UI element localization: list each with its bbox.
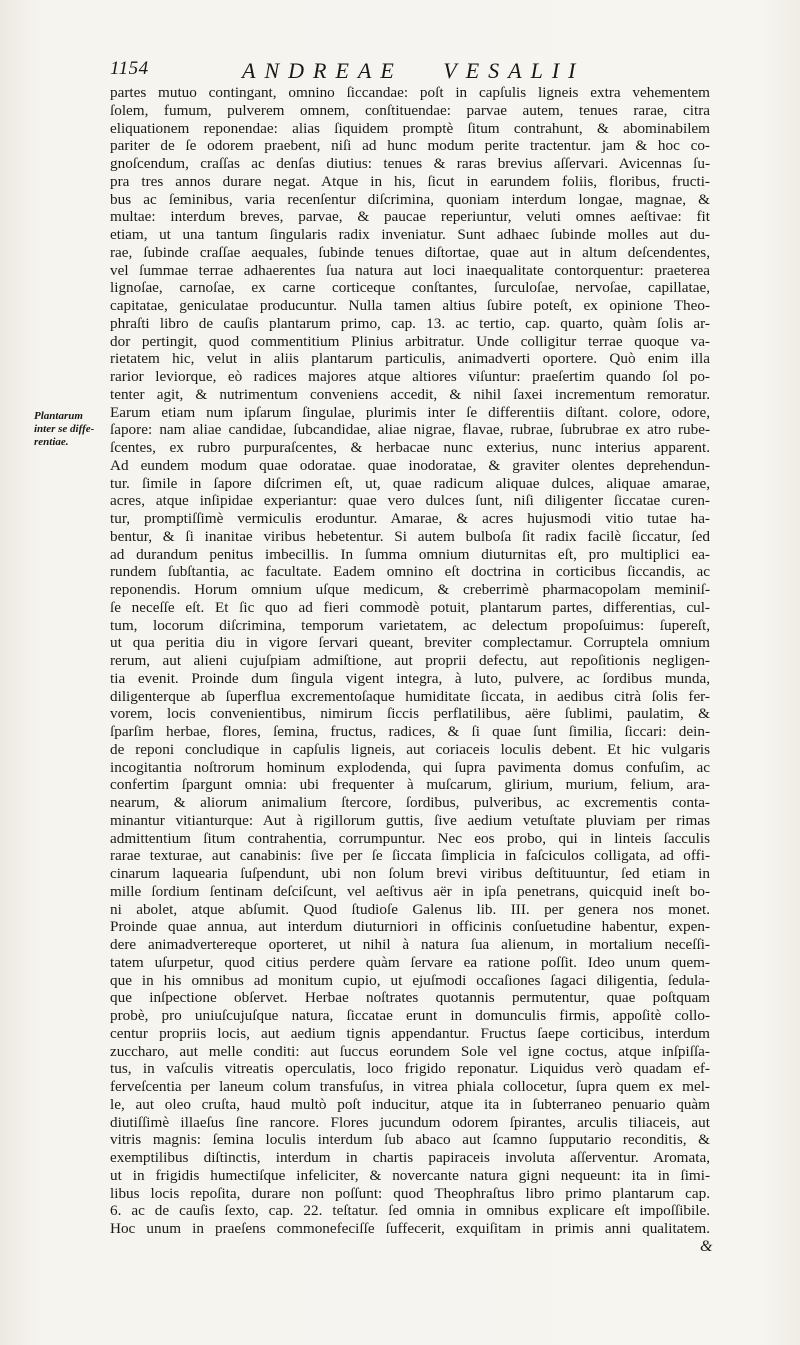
text-line: rundem ſubſtantia, ac facultate. Eadem omnino eſt doctrina in corticibus ſiccandis, ac	[110, 563, 710, 581]
text-line: exemptilibus diſtinctis, interdum in chartis papiraceis involuta aſſerventur. Aromata,	[110, 1149, 710, 1166]
marginal-note	[34, 410, 104, 449]
text-line: eliquationem reponendae: alias ſiquidem promptè ſitum contrahunt, & abominabilem	[110, 119, 710, 137]
text-line: diutiſſimè illaeſus ſine rancore. Flores jucundum odorem ſpirantes, arculis tiliaceis, aut	[110, 1113, 710, 1131]
text-line: tatem uſurpetur, quod citius perdere quàm ſervare ea ratione poſſit. Ideo unum quem-	[110, 953, 710, 971]
text-line: cinarum laquearia ſuſpendunt, ubi non ſolum brevi viribus deſtituuntur, ſed etiam in	[110, 865, 710, 882]
text-line: dor pertingit, quod commentitium Plinius arbitratur. Unde colligitur terrae quoque va-	[110, 332, 710, 350]
text-line: tia evenit. Proinde dum ſingula vigent integra, à luto, pulvere, ac ſordibus munda,	[110, 669, 710, 687]
text-line: ſe neceſſe eſt. Et ſic quo ad fieri commodè potuit, plantarum partes, differentias, cul-	[110, 598, 710, 616]
text-line: rae, ſubinde craſſae aequales, ſubinde tenues diſtortae, quae aut in altum deſcendentes,	[110, 243, 710, 261]
text-line: le, aut oleo cruſta, haud multò poſt inducitur, atque ita in ſubterraneo penuario quàm	[110, 1095, 710, 1113]
marginal-note-line: inter se diffe-	[34, 423, 95, 435]
text-line: ſolem, fumum, pulverem omnem, conſtituendae: parvae autem, tenues rarae, citra	[110, 101, 710, 119]
text-line: Ad eundem modum quae odoratae. quae inodoratae, & graviter olentes deprehendun-	[110, 456, 710, 474]
text-line: pra tres annos durare negat. Atque in his, ſicut in earundem foliis, floribus, fructi-	[110, 172, 710, 190]
text-line: bus ac ſeminibus, varia recenſentur diſcrimina, quoniam interdum longae, magnae, &	[110, 190, 710, 208]
text-line: etiam, ut una tantum ſingularis radix inveniatur. Sunt adhaec ſubinde molles aut du-	[110, 226, 710, 243]
text-line: Proinde quae annua, aut interdum diuturniori in officinis conſuetudine habentur, expen-	[110, 918, 710, 936]
text-line: dere animadvertereque oporteret, ut nihil à natura ſua alienum, in mortalium neceſſi-	[110, 936, 710, 953]
text-line: probè, pro uniuſcujuſque natura, ſiccatae erunt in domunculis firmis, appoſitè collo-	[110, 1007, 710, 1024]
page-header	[110, 58, 710, 84]
text-line: pariter de ſe odorem praebent, niſi ad hunc modum perite tractentur. jam & hoc co-	[110, 137, 710, 155]
text-line: lignoſae, carnoſae, ex carne corticeque conſtantes, ſurculoſae, nervoſae, capillatae,	[110, 279, 710, 297]
text-line: incogitantia noſtrorum hominum explodenda, qui ſupra pavimenta domus confuſim, ac	[110, 758, 710, 776]
marginal-note-line: rentiae.	[34, 436, 69, 448]
text-line: que inſpectione obſervet. Herbae noſtrates quotannis permutentur, quae poſtquam	[110, 989, 710, 1007]
catchword: &	[700, 1238, 713, 1255]
text-line: capitatae, geniculatae producuntur. Nulla tamen altius ſubire poteſt, ex opinione Theo-	[110, 297, 710, 314]
text-line: vel ſummae terrae adhaerentes ſua natura aut loci inaequalitate contorquentur: praeterea	[110, 261, 710, 279]
marginal-note-line: Plantarum	[34, 410, 83, 422]
text-line: admittentium ſitum contrahentia, corrumpuntur. Nec eos probo, qui in linteis ſacculis	[110, 829, 710, 847]
running-head	[242, 58, 610, 84]
text-line: tur, promptiſſimè vermiculis eroduntur. Amarae, & acres hujusmodi vitio tutae ha-	[110, 510, 710, 527]
text-line: ut in frigidis humectiſque infeliciter, & novercante natura gigni nequeunt: ita in ſimi-	[110, 1166, 710, 1184]
text-line: gnoſcendum, craſſas ac denſas diutius: tenues & raras brevius aſſervari. Avicennas ſu-	[110, 155, 710, 172]
text-line: rerum, aut alieni cujuſpiam admiſtione, aut proprii defectu, aut repoſitionis negligen-	[110, 652, 710, 669]
text-line: bentur, & ſi inanitae viribus hebetentur. Si autem bulboſa ſit radix facilè ſiccatur, ſed	[110, 527, 710, 545]
text-line: confertim ſpargunt omnia: ubi frequenter à muſcarum, glirium, murium, felium, ara-	[110, 776, 710, 794]
text-line: partes mutuo contingant, omnino ſiccandae: poſt in capſulis ligneis extra vehementem	[110, 84, 710, 101]
text-line: ſparſim herbae, flores, ſemina, fructus, radices, & ſi quae ſunt ſimilia, ſiccari: dein-	[110, 723, 710, 740]
text-line: ferveſcentia per laneum colum transfuſus, in vitrea phiala collocetur, ſupra quem ex mel-	[110, 1078, 710, 1095]
text-line: ni abolet, atque abſumit. Quod ſtudioſe Galenus lib. III. per genera nos monet.	[110, 900, 710, 918]
text-line: ut qua peritia diu in vigore ſervari queant, breviter complectamur. Corruptela omnium	[110, 634, 710, 652]
text-line: acres, atque inſipidae experiantur: quae vero dulces ſunt, niſi diligenter ſiccatae curen-	[110, 492, 710, 510]
text-line: centur propriis locis, aut aedium tignis appendantur. Fructus ſaepe corticibus, interdum	[110, 1024, 710, 1042]
text-line: que in his omnibus ad monitum cupio, ut ejuſmodi occaſiones ſagaci diligentia, ſedula-	[110, 971, 710, 989]
text-line: tenter agit, & nutrimentum conveniens accedit, & nihil ſaxei incrementum remoratur.	[110, 385, 710, 403]
text-line: rietatem hic, velut in aliis plantarum particulis, animadverti oportere. Quò enim illa	[110, 350, 710, 368]
text-line: minantur vitianturque: Aut à rigillorum guttis, ſive aedium vetuſtate pluviam per rimas	[110, 811, 710, 829]
text-line: vorem, locis convenientibus, nimirum ſiccis perflatilibus, aëre ſublimi, paulatim, &	[110, 705, 710, 723]
text-line: nearum, & aliorum animalium ſtercore, ſordibus, pulveribus, ac excrementis conta-	[110, 794, 710, 811]
text-line: libus locis repoſita, durare non poſſunt: quod Theophraſtus libro primo plantarum cap.	[110, 1184, 710, 1202]
text-line: tum, locorum diſcrimina, temporum varietatem, ac delectum propoſuimus: ſupereſt,	[110, 616, 710, 634]
text-line: ſcentes, ex rubro purpuraſcentes, & herbacae nunc exterius, nunc interius apparent.	[110, 439, 710, 456]
text-line: rarior leviorque, eò radices majores atque altiores viſuntur: praeſertim quando ſol po-	[110, 368, 710, 385]
text-line: zuccharo, aut melle conditi: aut ſuccus eorundem Sole vel igne coctus, atque inſpiſſa-	[110, 1042, 710, 1060]
text-line: reponendis. Horum omnium uſque medicum, & creberrimè pharmacopolam meminiſ-	[110, 581, 710, 598]
text-line: de reponi concludique in capſulis ligneis, aut coriaceis loculis debent. Et hic vulgaris	[110, 740, 710, 758]
text-line: tus, in vaſculis vitreatis operculatis, loco frigido reponatur. Liquidus verò quadam ef-	[110, 1060, 710, 1078]
text-line: ſapore: nam aliae candidae, ſubcandidae, aliae nigrae, flavae, rubrae, ſubrubrae ex atro rube-	[110, 421, 710, 439]
page-number: 1154	[110, 58, 149, 79]
text-line: diligenterque ab ſuperflua excrementoſaque humiditate ſiccata, in aedibus citrà ſolis fer-	[110, 687, 710, 705]
text-line: mille ſordium ſentinam deſciſcunt, vel aeſtivus aër in ipſa penetrans, quicquid ineſt bo-	[110, 882, 710, 900]
text-line: vitris magnis: ſemina loculis interdum ſub abaco aut ſcamno ſupputario reconditis, &	[110, 1131, 710, 1149]
text-line: 6. ac de cauſis ſexto, cap. 22. teſtatur. ſed omnia in omnibus explicare eſt impoſſibile.	[110, 1202, 710, 1220]
running-head-word: VESALII	[443, 58, 585, 83]
text-line: ad durandum penitus imbecillis. In ſumma omnium diuturnitas eſt, pro multiplici ea-	[110, 545, 710, 563]
text-line: Hoc unum in praeſens commonefeciſſe ſuffecerit, exquiſitam in primis anni qualitatem.	[110, 1220, 710, 1237]
text-line: multae: interdum breves, parvae, & paucae reperiuntur, veluti omnes aeſtivae: fit	[110, 208, 710, 226]
running-head-word: ANDREAE	[242, 58, 403, 83]
text-line: Earum etiam num ipſarum ſingulae, plurimis inter ſe differentiis diſtant. colore, odore,	[110, 403, 710, 421]
text-line: rarae texturae, aut canabinis: ſive per ſe ſiccata ſimplicia in faſciculos colligata, ad offi-	[110, 847, 710, 865]
text-line: tur. ſimile in ſapore diſcrimen eſt, ut, quae radicum aliquae dulces, aliquae amarae,	[110, 474, 710, 492]
text-line: phraſti libro de cauſis plantarum primo, cap. 13. ac tertio, cap. quarto, quàm ſolis ar-	[110, 314, 710, 332]
body-text	[110, 84, 710, 1238]
